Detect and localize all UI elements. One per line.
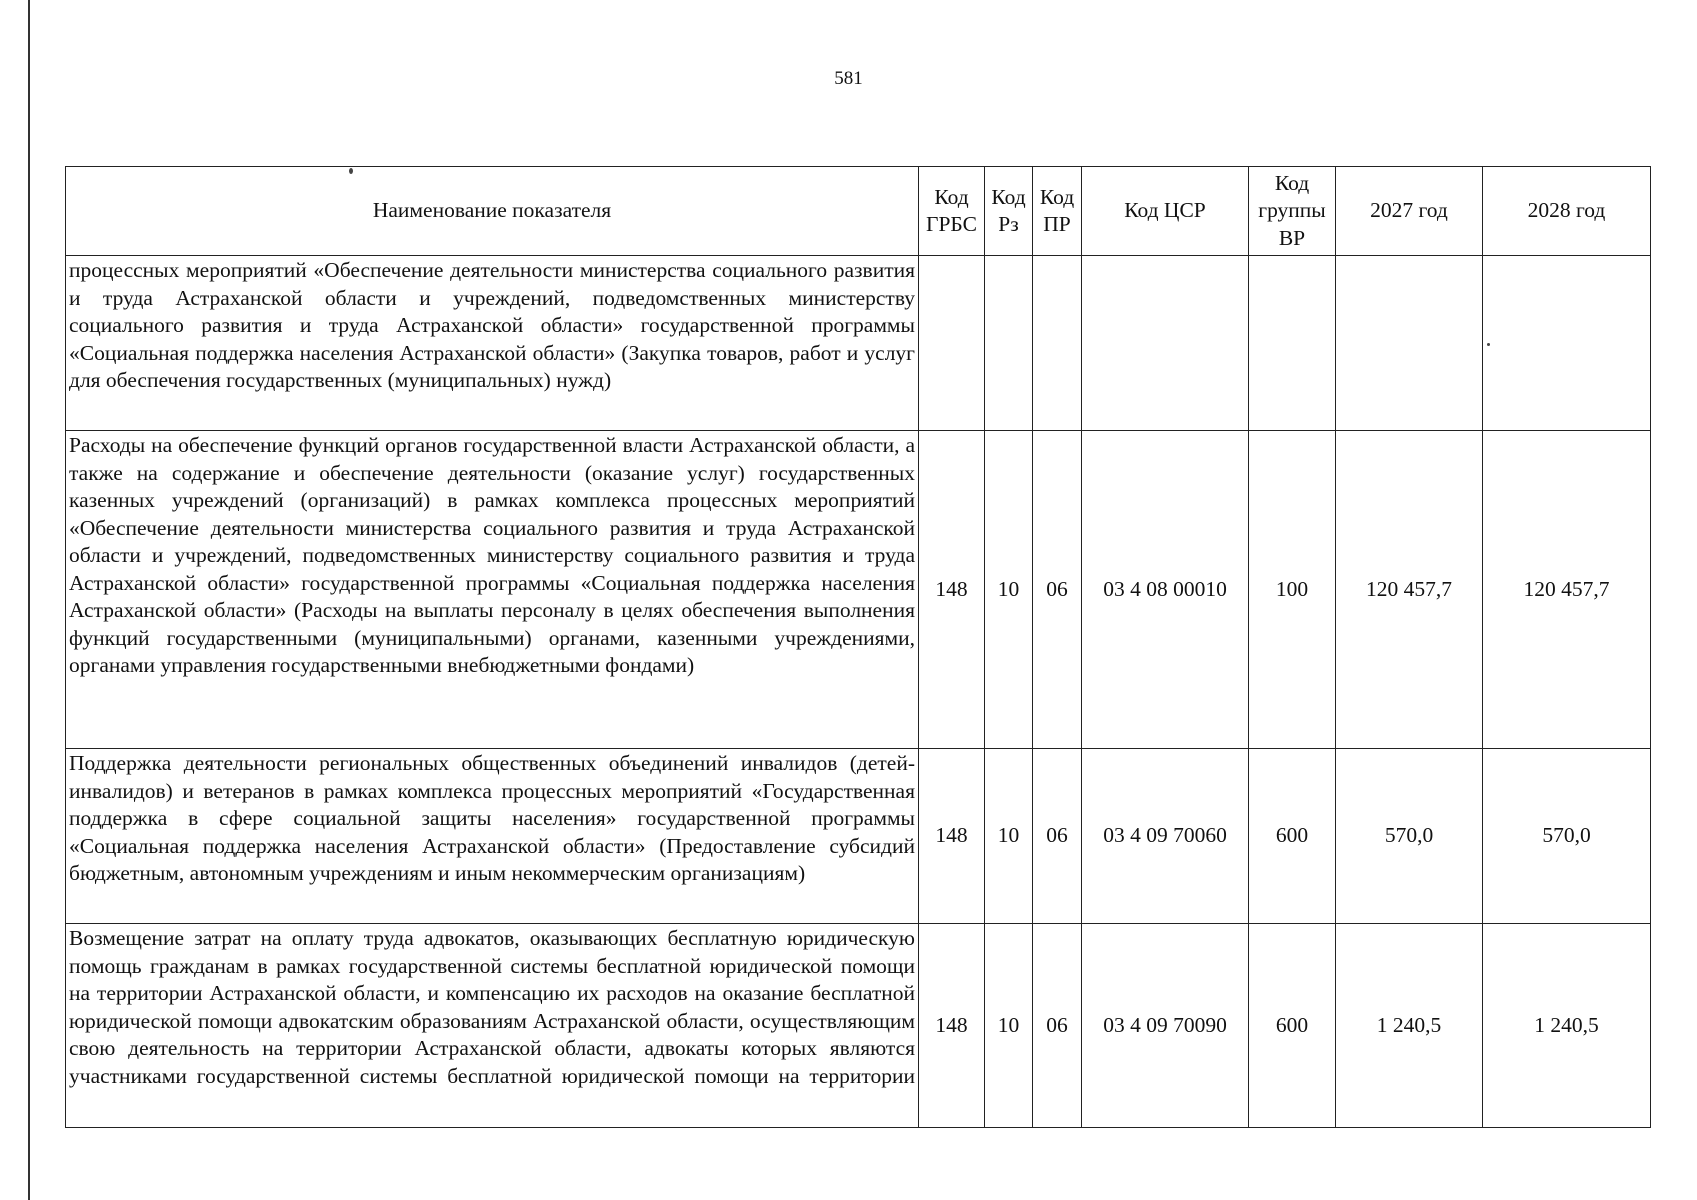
header-year-2027: 2027 год bbox=[1336, 167, 1483, 256]
header-indicator-name: Наименование показателя bbox=[66, 167, 919, 256]
table-row bbox=[66, 256, 1651, 431]
row-rz-code: 10 bbox=[985, 749, 1033, 924]
row-csr-code: 03 4 09 70060 bbox=[1082, 749, 1249, 924]
row-indicator-name: Возмещение затрат на оплату труда адвокатов, оказывающих бесплатную юридическую помощь гражданам в рамках государственной системы бесплатной юридической помощи на территории Астраханской области, и компенсацию их расходов на оказание бесплатной юридической помощи адвокатским образованиям Астраханской области, осуществляющим свою деятельность на территории Астраханской области, адвокаты которых являются участниками государственной системы бесплатной юридической помощи на территории bbox=[66, 924, 919, 1128]
row-csr-code: 03 4 08 00010 bbox=[1082, 431, 1249, 749]
header-csr-code: Код ЦСР bbox=[1082, 167, 1249, 256]
row-indicator-name: Расходы на обеспечение функций органов государственной власти Астраханской области, а также на содержание и обеспечение деятельности (оказание услуг) государственных казенных учреждений (организаций) в рамках комплекса процессных мероприятий «Обеспечение деятельности министерства социального развития и труда Астраханской области и учреждений, подведомственных министерству социального развития и труда Астраханской области» государственной программы «Социальная поддержка населения Астраханской области» (Расходы на выплаты персоналу в целях обеспечения выполнения функций государственными (муниципальными) органами, казенными учреждениями, органами управления государственными внебюджетными фондами) bbox=[66, 431, 919, 749]
table-header-row bbox=[66, 167, 1651, 256]
row-amount-2027: 570,0 bbox=[1336, 749, 1483, 924]
scan-speck bbox=[349, 168, 353, 174]
table-row bbox=[66, 924, 1651, 1128]
row-pr-code: 06 bbox=[1033, 431, 1082, 749]
row-grbs-code: 148 bbox=[919, 924, 985, 1128]
row-amount-2028 bbox=[1483, 256, 1651, 431]
row-vr-group-code: 100 bbox=[1249, 431, 1336, 749]
row-pr-code: 06 bbox=[1033, 749, 1082, 924]
row-pr-code bbox=[1033, 256, 1082, 431]
row-indicator-name: процессных мероприятий «Обеспечение деятельности министерства социального развития и труда Астраханской области и учреждений, подведомственных министерству социального развития и труда Астраханской области» государственной программы «Социальная поддержка населения Астраханской области» (Закупка товаров, работ и услуг для обеспечения государственных (муниципальных) нужд) bbox=[66, 256, 919, 431]
header-vr-group-code: Код группы ВР bbox=[1249, 167, 1336, 256]
row-amount-2027: 120 457,7 bbox=[1336, 431, 1483, 749]
row-rz-code bbox=[985, 256, 1033, 431]
row-amount-2028: 120 457,7 bbox=[1483, 431, 1651, 749]
table-row bbox=[66, 431, 1651, 749]
row-vr-group-code: 600 bbox=[1249, 924, 1336, 1128]
row-grbs-code: 148 bbox=[919, 431, 985, 749]
table-row bbox=[66, 749, 1651, 924]
header-rz-code: Код Рз bbox=[985, 167, 1033, 256]
binding-line bbox=[28, 0, 30, 1200]
header-pr-code: Код ПР bbox=[1033, 167, 1082, 256]
row-vr-group-code: 600 bbox=[1249, 749, 1336, 924]
row-amount-2028: 1 240,5 bbox=[1483, 924, 1651, 1128]
row-pr-code: 06 bbox=[1033, 924, 1082, 1128]
row-csr-code: 03 4 09 70090 bbox=[1082, 924, 1249, 1128]
row-grbs-code: 148 bbox=[919, 749, 985, 924]
row-rz-code: 10 bbox=[985, 431, 1033, 749]
row-grbs-code bbox=[919, 256, 985, 431]
row-csr-code bbox=[1082, 256, 1249, 431]
header-year-2028: 2028 год bbox=[1483, 167, 1651, 256]
row-vr-group-code bbox=[1249, 256, 1336, 431]
header-grbs-code: Код ГРБС bbox=[919, 167, 985, 256]
row-amount-2028: 570,0 bbox=[1483, 749, 1651, 924]
row-indicator-name: Поддержка деятельности региональных общественных объединений инвалидов (детей-инвалидов) и ветеранов в рамках комплекса процессных мероприятий «Государственная поддержка в сфере социальной защиты населения» государственной программы «Социальная поддержка населения Астраханской области» (Предоставление субсидий бюджетным, автономным учреждениям и иным некоммерческим организациям) bbox=[66, 749, 919, 924]
row-rz-code: 10 bbox=[985, 924, 1033, 1128]
row-amount-2027 bbox=[1336, 256, 1483, 431]
scan-speck bbox=[1487, 343, 1490, 346]
page-number: 581 bbox=[834, 68, 863, 89]
row-amount-2027: 1 240,5 bbox=[1336, 924, 1483, 1128]
budget-table bbox=[65, 166, 1651, 1128]
